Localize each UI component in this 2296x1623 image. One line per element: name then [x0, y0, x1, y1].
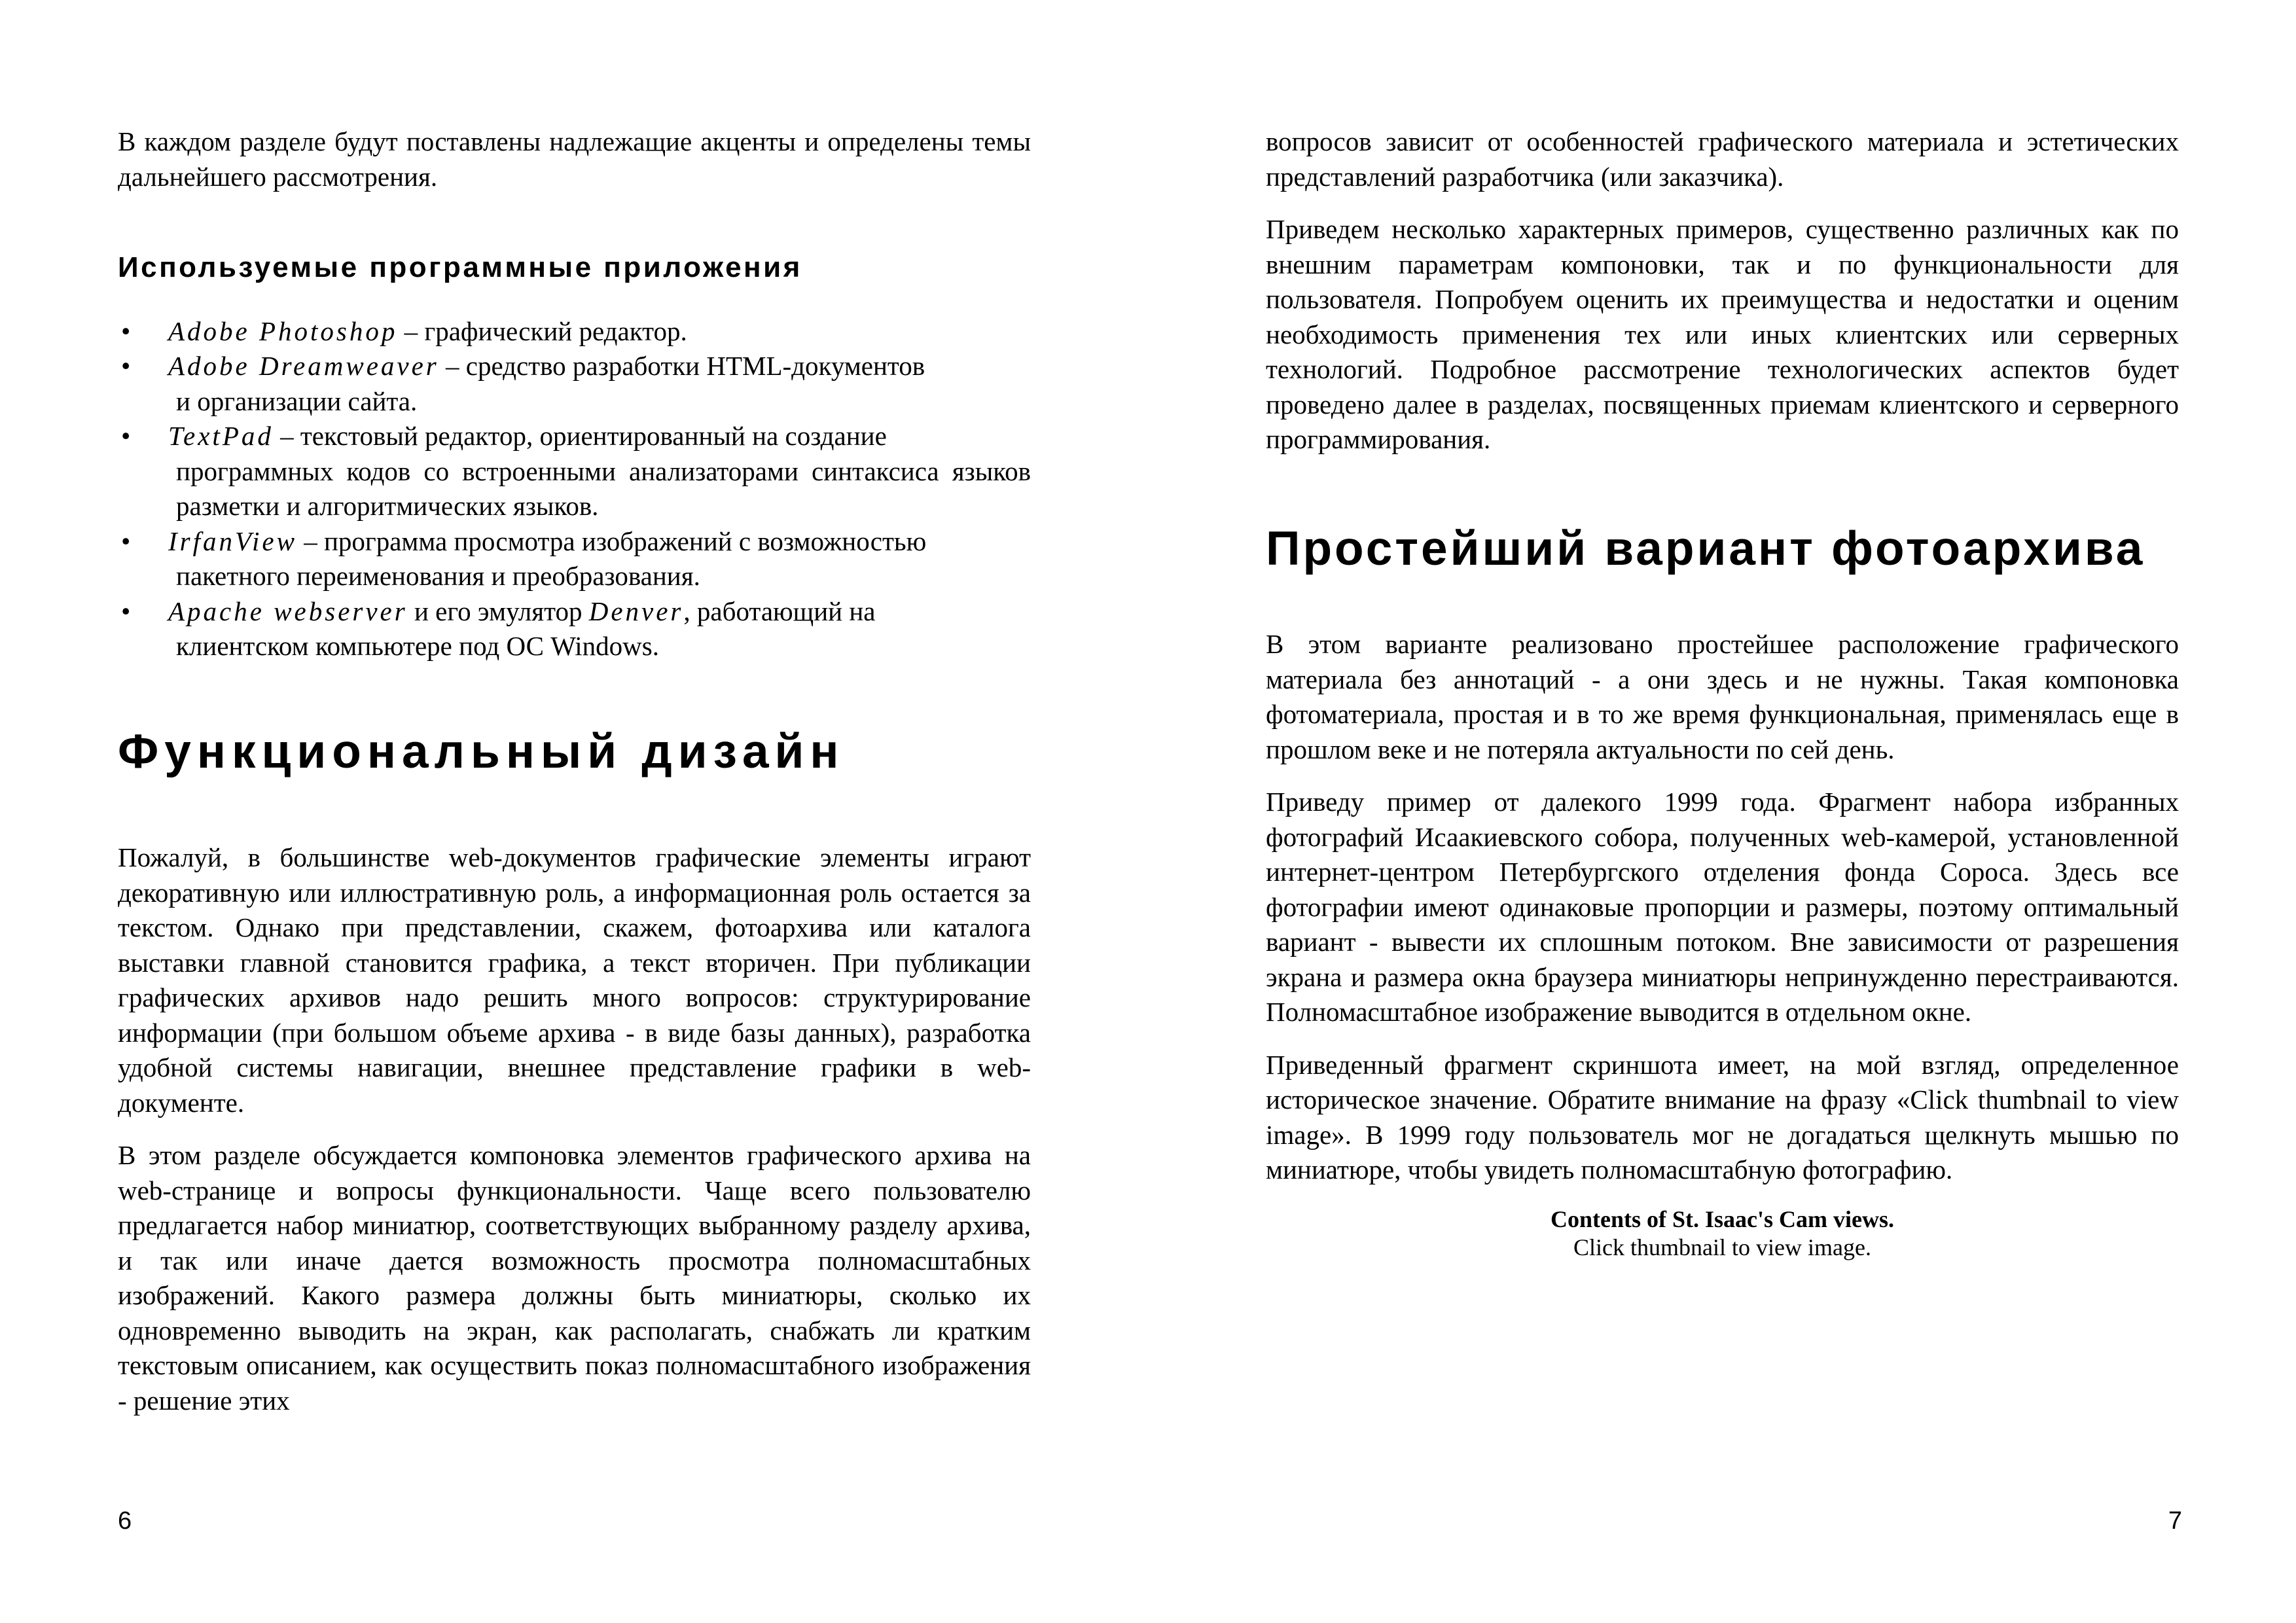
app-name: TextPad — [168, 421, 274, 452]
section-title: Простейший вариант фотоархива — [1266, 522, 2145, 575]
right-page — [1148, 0, 2296, 1623]
list-item — [118, 349, 1031, 419]
apps-list — [118, 314, 1031, 664]
page-number: 7 — [2168, 1507, 2182, 1535]
app-description: – текстовый редактор, ориентированный на создание — [273, 421, 887, 452]
figure-caption — [1266, 1205, 2179, 1262]
list-item — [118, 524, 1031, 594]
list-item — [118, 314, 1031, 349]
body-paragraph: Приведенный фрагмент скриншота имеет, на мой взгляд, определенное историческое значение. Обратите внимание на фразу «Click thumbnail to view image». В 1999 году пользователь мог не догадаться щелкнуть мышью по миниатюре, чтобы увидеть полномасштабную фотографию. — [1266, 1049, 2179, 1185]
bullet-icon: • — [121, 315, 131, 346]
right-text-column — [1266, 124, 2179, 1262]
list-item — [118, 419, 1031, 524]
caption-subtitle: Click thumbnail to view image. — [1573, 1234, 1871, 1260]
app-description: и его эмулятор — [407, 596, 589, 626]
bullet-icon: • — [121, 526, 131, 556]
page-number: 6 — [118, 1507, 132, 1535]
app-description-continuation: пакетного переименования и преобразования. — [176, 561, 700, 592]
section-title: Функциональный дизайн — [118, 724, 845, 778]
app-description: – программа просмотра изображений с возможностью — [296, 526, 927, 556]
bullet-icon: • — [121, 596, 131, 626]
app-name: Apache webserver — [168, 596, 408, 626]
app-description: – средство разработки HTML-документов — [439, 351, 925, 382]
app-description-continuation: программных кодов со встроенными анализаторами синтаксиса языков разметки и алгоритмических языков. — [176, 455, 1031, 522]
app-name: Adobe Photoshop — [168, 315, 398, 346]
body-paragraph: Приведу пример от далекого 1999 года. Фрагмент набора избранных фотографий Исаакиевского собора, полученных web-камерой, установленной интернет-центром Петербургского отделения фонда Сороса. Здесь все фотографии имеют одинаковые пропорции и размеры, поэтому оптимальный вариант - вывести их сплошным потоком. Вне зависимости от разрешения экрана и размера окна браузера миниатюры непринужденно перестраиваются. Полномасштабное изображение выводится в отдельном окне. — [1266, 787, 2179, 1027]
app-name-secondary: Denver — [588, 596, 684, 626]
apps-heading: Используемые программные приложения — [118, 251, 802, 283]
bullet-icon: • — [121, 421, 131, 452]
bullet-icon: • — [121, 351, 131, 382]
app-description: – графический редактор. — [397, 315, 687, 346]
body-paragraph: вопросов зависит от особенностей графического материала и эстетических представлений разработчика (или заказчика). — [1266, 126, 2179, 192]
caption-title: Contents of St. Isaac's Cam views. — [1551, 1205, 1894, 1232]
app-description: , работающий на — [683, 596, 876, 626]
body-paragraph: В этом варианте реализовано простейшее расположение графического материала без аннотаций - а они здесь и не нужны. Такая компоновка фотоматериала, простая и в то же время функциональная, применялась еще в прошлом веке и не потеряла актуальности по сей день. — [1266, 629, 2179, 764]
app-name: IrfanView — [168, 526, 297, 556]
app-description-continuation: клиентском компьютере под ОС Windows. — [176, 631, 659, 662]
intro-paragraph: В каждом разделе будут поставлены надлежащие акценты и определены темы дальнейшего рассмотрения. — [118, 126, 1031, 192]
left-text-column — [118, 124, 1031, 1436]
body-paragraph: Приведем несколько характерных примеров, существенно различных как по внешним параметрам компоновки, так и по функциональности для пользователя. Попробуем оценить их преимущества и недостатки и оценим необходимость применения тех или иных клиентских или серверных технологий. Подробное рассмотрение технологических аспектов будет проведено далее в разделах, посвященных приемам клиентского и серверного программирования. — [1266, 214, 2179, 454]
app-name: Adobe Dreamweaver — [168, 351, 439, 382]
body-paragraph: Пожалуй, в большинстве web-документов графические элементы играют декоративную или иллюстративную роль, а информационная роль остается за текстом. Однако при представлении, скажем, фотоархива или каталога выставки главной становится графика, а текст вторичен. При публикации графических архивов надо решить много вопросов: структурирование информации (при большом объеме архива - в виде базы данных), разработка удобной системы навигации, внешнее представление графики в web-документе. — [118, 842, 1031, 1118]
list-item — [118, 594, 1031, 664]
app-description-continuation: и организации сайта. — [176, 385, 418, 416]
body-paragraph: В этом разделе обсуждается компоновка элементов графического архива на web-странице и вопросы функциональности. Чаще всего пользователю предлагается набор миниатюр, соответствующих выбранному разделу архива, и так или иначе дается возможность просмотра полномасштабных изображений. Какого размера должны быть миниатюры, сколько их одновременно выводить на экран, как располагать, снабжать ли кратким текстовым описанием, как осуществить показ полномасштабного изображения - решение этих — [118, 1140, 1031, 1416]
